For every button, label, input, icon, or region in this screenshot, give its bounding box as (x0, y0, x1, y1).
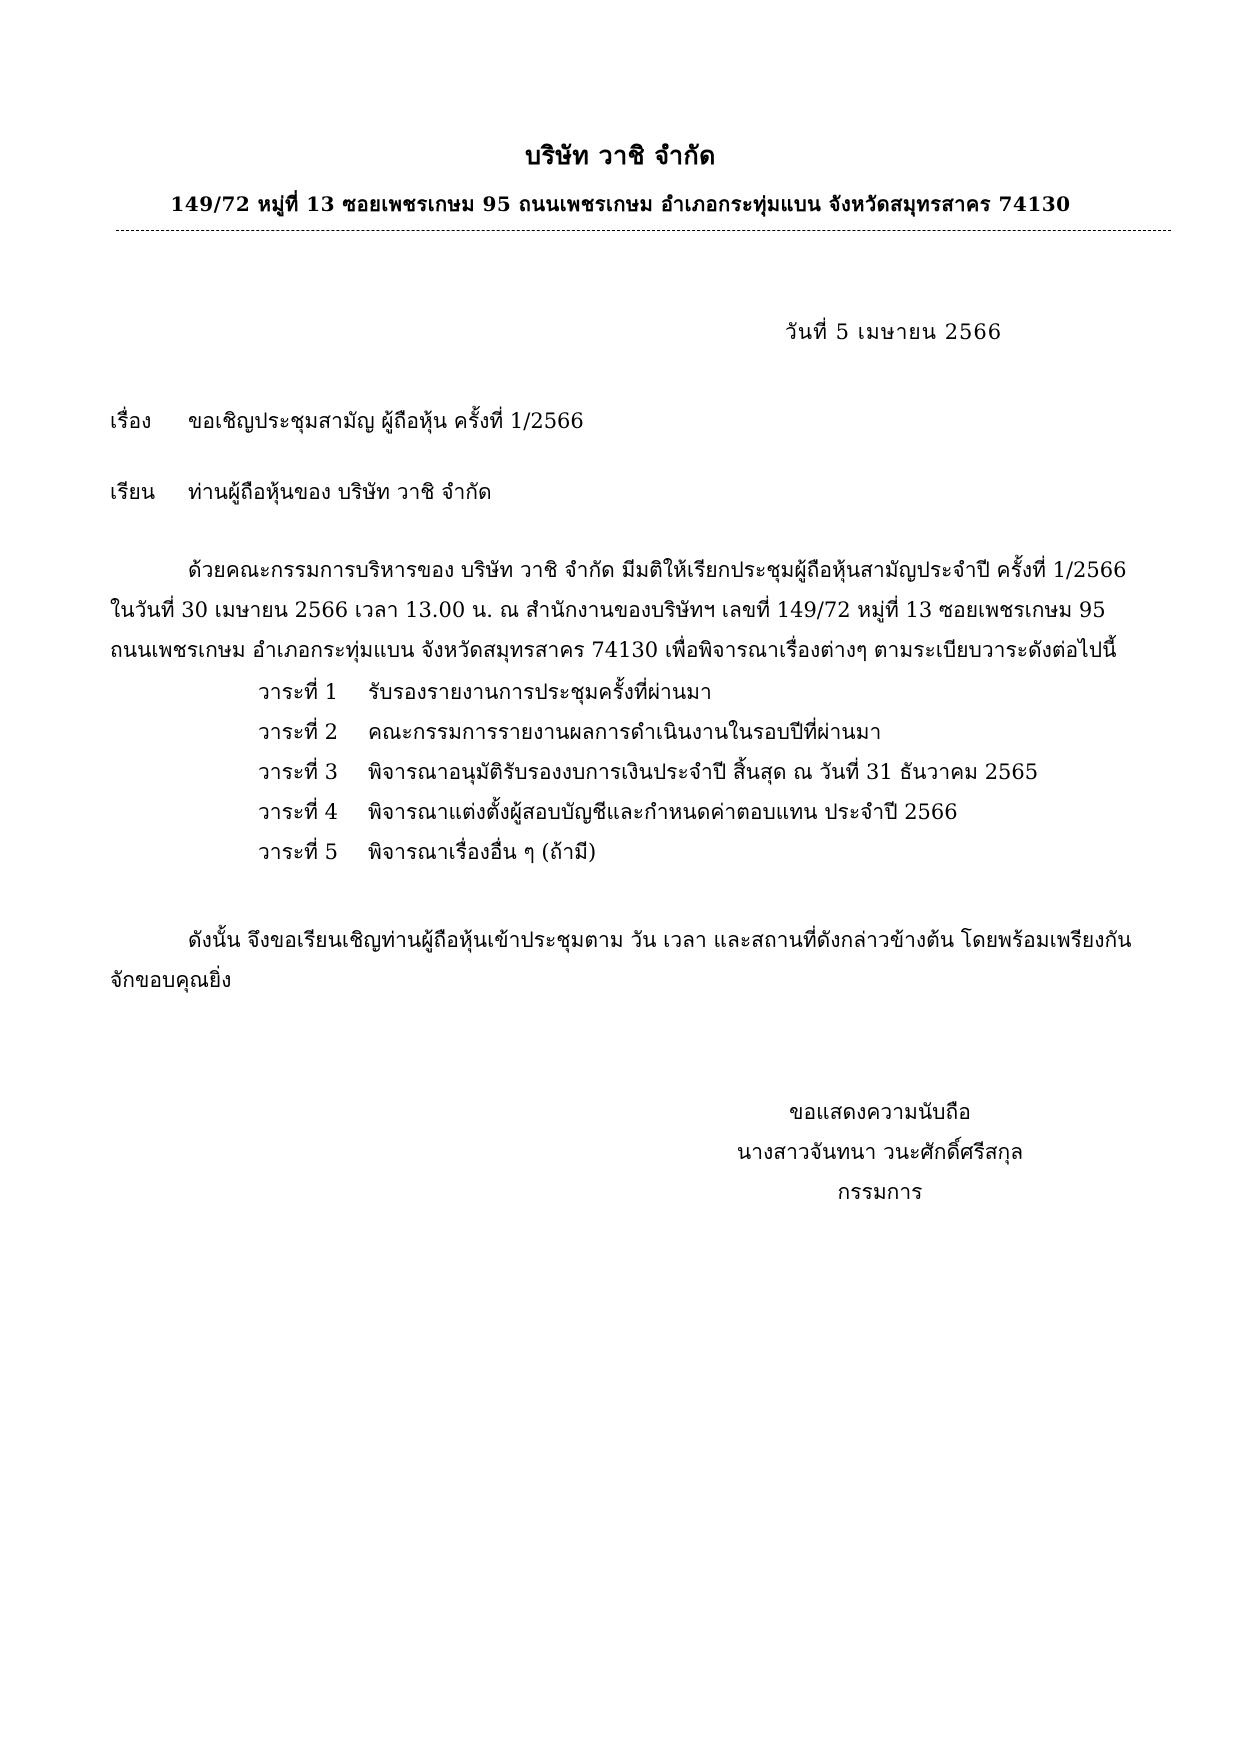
agenda-text: พิจารณาอนุมัติรับรองงบการเงินประจำปี สิ้นสุด ณ วันที่ 31 ธันวาคม 2565 (368, 760, 1039, 784)
closing-line-2: จักขอบคุณยิ่ง (110, 968, 232, 992)
signature-salutation: ขอแสดงความนับถือ (789, 1100, 971, 1124)
agenda-text: พิจารณาแต่งตั้งผู้สอบบัญชีและกำหนดค่าตอบแทน ประจำปี 2566 (368, 800, 958, 824)
agenda-item (258, 792, 1038, 832)
agenda-item (258, 712, 1038, 752)
intro-line-3: ถนนเพชรเกษม อำเภอกระทุ่มแบน จังหวัดสมุทรสาคร 74130 เพื่อพิจารณาเรื่องต่างๆ ตามระเบียบวาระดังต่อไปนี้ (110, 638, 1117, 662)
recipient-line (110, 476, 492, 509)
agenda-number: วาระที่ 4 (258, 800, 339, 824)
intro-line-1: ด้วยคณะกรรมการบริหารของ บริษัท วาชิ จำกัด มีมติให้เรียกประชุมผู้ถือหุ้นสามัญประจำปี ครั้งที่ 1/2566 (188, 558, 1127, 582)
agenda-number: วาระที่ 1 (258, 680, 339, 704)
agenda-text: พิจารณาเรื่องอื่น ๆ (ถ้ามี) (368, 840, 597, 864)
agenda-item (258, 672, 1038, 712)
closing-paragraph (110, 920, 1140, 1000)
header-divider (116, 230, 1171, 231)
agenda-number: วาระที่ 3 (258, 760, 339, 784)
letter-date: วันที่ 5 เมษายน 2566 (785, 320, 1003, 344)
agenda-item (258, 832, 1038, 872)
agenda-list (258, 672, 1038, 872)
intro-paragraph (110, 550, 1140, 670)
agenda-text: คณะกรรมการรายงานผลการดำเนินงานในรอบปีที่ผ่านมา (368, 720, 882, 744)
signature-block (700, 1092, 1060, 1212)
agenda-item (258, 752, 1038, 792)
agenda-number: วาระที่ 5 (258, 840, 339, 864)
agenda-text: รับรองรายงานการประชุมครั้งที่ผ่านมา (368, 680, 712, 704)
subject-label: เรื่อง (110, 409, 152, 433)
company-name: บริษัท วาชิ จำกัด (525, 141, 716, 170)
recipient-label: เรียน (110, 480, 156, 504)
agenda-number: วาระที่ 2 (258, 720, 339, 744)
closing-line-1: ดังนั้น จึงขอเรียนเชิญท่านผู้ถือหุ้นเข้าประชุมตาม วัน เวลา และสถานที่ดังกล่าวข้างต้น โดยพร้อมเพรียงกัน (188, 928, 1132, 952)
company-address: 149/72 หมู่ที่ 13 ซอยเพชรเกษม 95 ถนนเพชรเกษม อำเภอกระทุ่มแบน จังหวัดสมุทรสาคร 74130 (170, 192, 1071, 216)
recipient-text: ท่านผู้ถือหุ้นของ บริษัท วาชิ จำกัด (188, 480, 492, 504)
intro-line-2: ในวันที่ 30 เมษายน 2566 เวลา 13.00 น. ณ สำนักงานของบริษัทฯ เลขที่ 149/72 หมู่ที่ 13 ซอยเพชรเกษม 95 (110, 598, 1106, 622)
signature-title: กรรมการ (837, 1180, 923, 1204)
signature-name: นางสาวจันทนา วนะศักดิ์ศรีสกุล (736, 1140, 1024, 1164)
subject-line (110, 405, 584, 438)
subject-text: ขอเชิญประชุมสามัญ ผู้ถือหุ้น ครั้งที่ 1/2566 (188, 409, 584, 433)
